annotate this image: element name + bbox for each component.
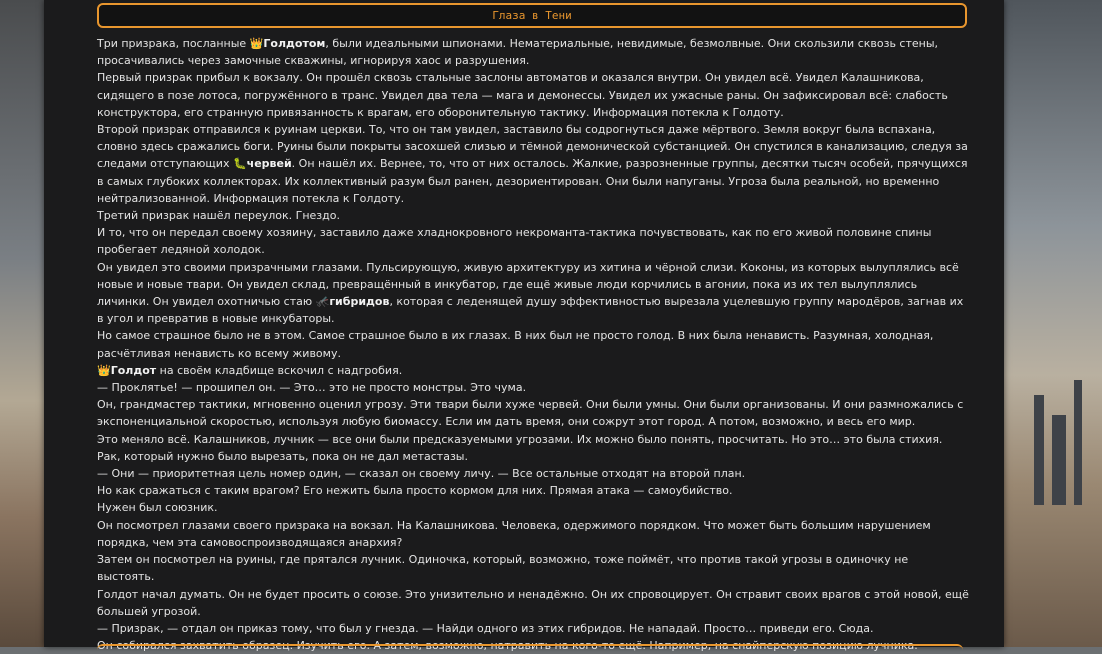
- paragraph: Первый призрак прибыл к вокзалу. Он прошёл сквозь стальные заслоны автоматов и оказался внутри. Он увидел всё. Увидел Калашникова, сидящего в позе лотоса, погружённого в транс. Увидел два тела — мага и демонессы. Увидел их ужасные раны. Он зафиксировал всё: слабость конструктора, его странную привязанность к врагам, его оборонительную тактику. Информация потекла к Голдоту.: [97, 71, 948, 119]
- paragraph: Но самое страшное было не в этом. Самое страшное было в их глазах. В них был не просто голод. В них была ненависть. Разумная, холодная, расчётливая ненависть ко всему живому.: [97, 329, 934, 360]
- character-name: Голдотом: [263, 37, 326, 50]
- paragraph: — Они — приоритетная цель номер один, — сказал он своему личу. — Все остальные отходят на второй план.: [97, 467, 746, 481]
- worm-icon: 🐛: [232, 157, 247, 171]
- paragraph: Он, грандмастер тактики, мгновенно оценил угрозу. Эти твари были хуже червей. Они были умны. Они были организованы. И они размножались с экспоненциальной скоростью, используя любую биомассу. Если им дать время, они сожрут этот город. А потом, возможно, и весь его мир.: [97, 398, 964, 429]
- paragraph: Три призрака, посланные 👑Голдотом, были идеальными шпионами. Нематериальные, невидимые, безмолвные. Они скользили сквозь стены, просачивались через замочные скважины, игнорируя хаос и разрушения.: [97, 37, 939, 68]
- faction-name: червей: [246, 157, 292, 171]
- paragraph: Нужен был союзник.: [97, 501, 218, 515]
- crown-icon: 👑: [249, 37, 264, 50]
- hybrid-icon: 🦟: [315, 295, 330, 309]
- background-right: [1004, 0, 1102, 647]
- paragraph: Второй призрак отправился к руинам церкви. То, что он там увидел, заставило бы содрогнуться даже мёртвого. Земля вокруг была вспахана, словно здесь сражались боги. Руины были покрыты засохшей слизью и тёмной демонической субстанцией. Он спустился в канализацию, следуя за следами отступающих 🐛червей. Он нашёл их. Вернее, то, что от них осталось. Жалкие, разрозненные группы, десятки тысяч особей, прячущихся в самых глубоких коллекторах. Их коллективный разум был ранен, дезориентирован. Они были напуганы. Угроза была реальной, но временно нейтрализованной. Информация потекла к Голдоту.: [97, 123, 968, 205]
- background-left: [0, 0, 44, 647]
- crown-icon: 👑: [97, 363, 111, 377]
- next-section-bar: [97, 644, 963, 652]
- paragraph: — Проклятье! — прошипел он. — Это… это не просто монстры. Это чума.: [97, 381, 527, 395]
- paragraph: Голдот начал думать. Он не будет просить о союзе. Это унизительно и ненадёжно. Он их спровоцирует. Он стравит своих врагов с этой новой, ещё большей угрозой.: [97, 587, 969, 618]
- ruin-spire: [1074, 380, 1082, 505]
- story-text: [97, 35, 969, 654]
- paragraph: Затем он посмотрел на руины, где прятался лучник. Одиночка, который, возможно, тоже поймёт, что против такой угрозы в одиночку не выстоять.: [97, 553, 909, 584]
- story-title-bar: [97, 3, 967, 28]
- character-name: Голдот: [110, 363, 157, 377]
- paragraph: 👑Голдот на своём кладбище вскочил с надгробия.: [97, 363, 403, 377]
- story-title: Глаза в Тени: [492, 9, 572, 22]
- ruin-spire: [1034, 395, 1044, 505]
- paragraph: Он собирался захватить образец. Изучить его. А затем, возможно, натравить на кого-то ещё. Например, на снайперскую позицию лучника.: [97, 639, 918, 653]
- paragraph: Он увидел это своими призрачными глазами. Пульсирующую, живую архитектуру из хитина и чёрной слизи. Коконы, из которых вылуплялись всё новые и новые твари. Он увидел склад, превращённый в инкубатор, где ещё живые люди корчились в агонии, пока из их тел вылуплялись личинки. Он увидел охотничью стаю 🦟гибридов, которая с леденящей душу эффективностью вырезала уцелевшую группу мародёров, загнав их в угол и превратив в новые инкубаторы.: [97, 260, 964, 326]
- ruin-spire: [1052, 415, 1066, 505]
- paragraph: Это меняло всё. Калашников, лучник — все они были предсказуемыми угрозами. Их можно было понять, просчитать. Но это… это была стихия. Рак, который нужно было вырезать, пока он не дал метастазы.: [97, 432, 943, 463]
- paragraph: — Призрак, — отдал он приказ тому, что был у гнезда. — Найди одного из этих гибридов. Не нападай. Просто… приведи его. Сюда.: [97, 621, 874, 635]
- paragraph: И то, что он передал своему хозяину, заставило даже хладнокровного некроманта-тактика почувствовать, как по его живой половине спины пробегает ледяной холодок.: [97, 226, 932, 257]
- faction-name: гибридов: [329, 295, 390, 309]
- paragraph: Он посмотрел глазами своего призрака на вокзал. На Калашникова. Человека, одержимого порядком. Что может быть большим нарушением порядка, чем эта самовоспроизводящаяся анархия?: [97, 518, 931, 549]
- paragraph: Третий призрак нашёл переулок. Гнездо.: [97, 209, 340, 223]
- paragraph: Но как сражаться с таким врагом? Его нежить была просто кормом для них. Прямая атака — самоубийство.: [97, 484, 733, 498]
